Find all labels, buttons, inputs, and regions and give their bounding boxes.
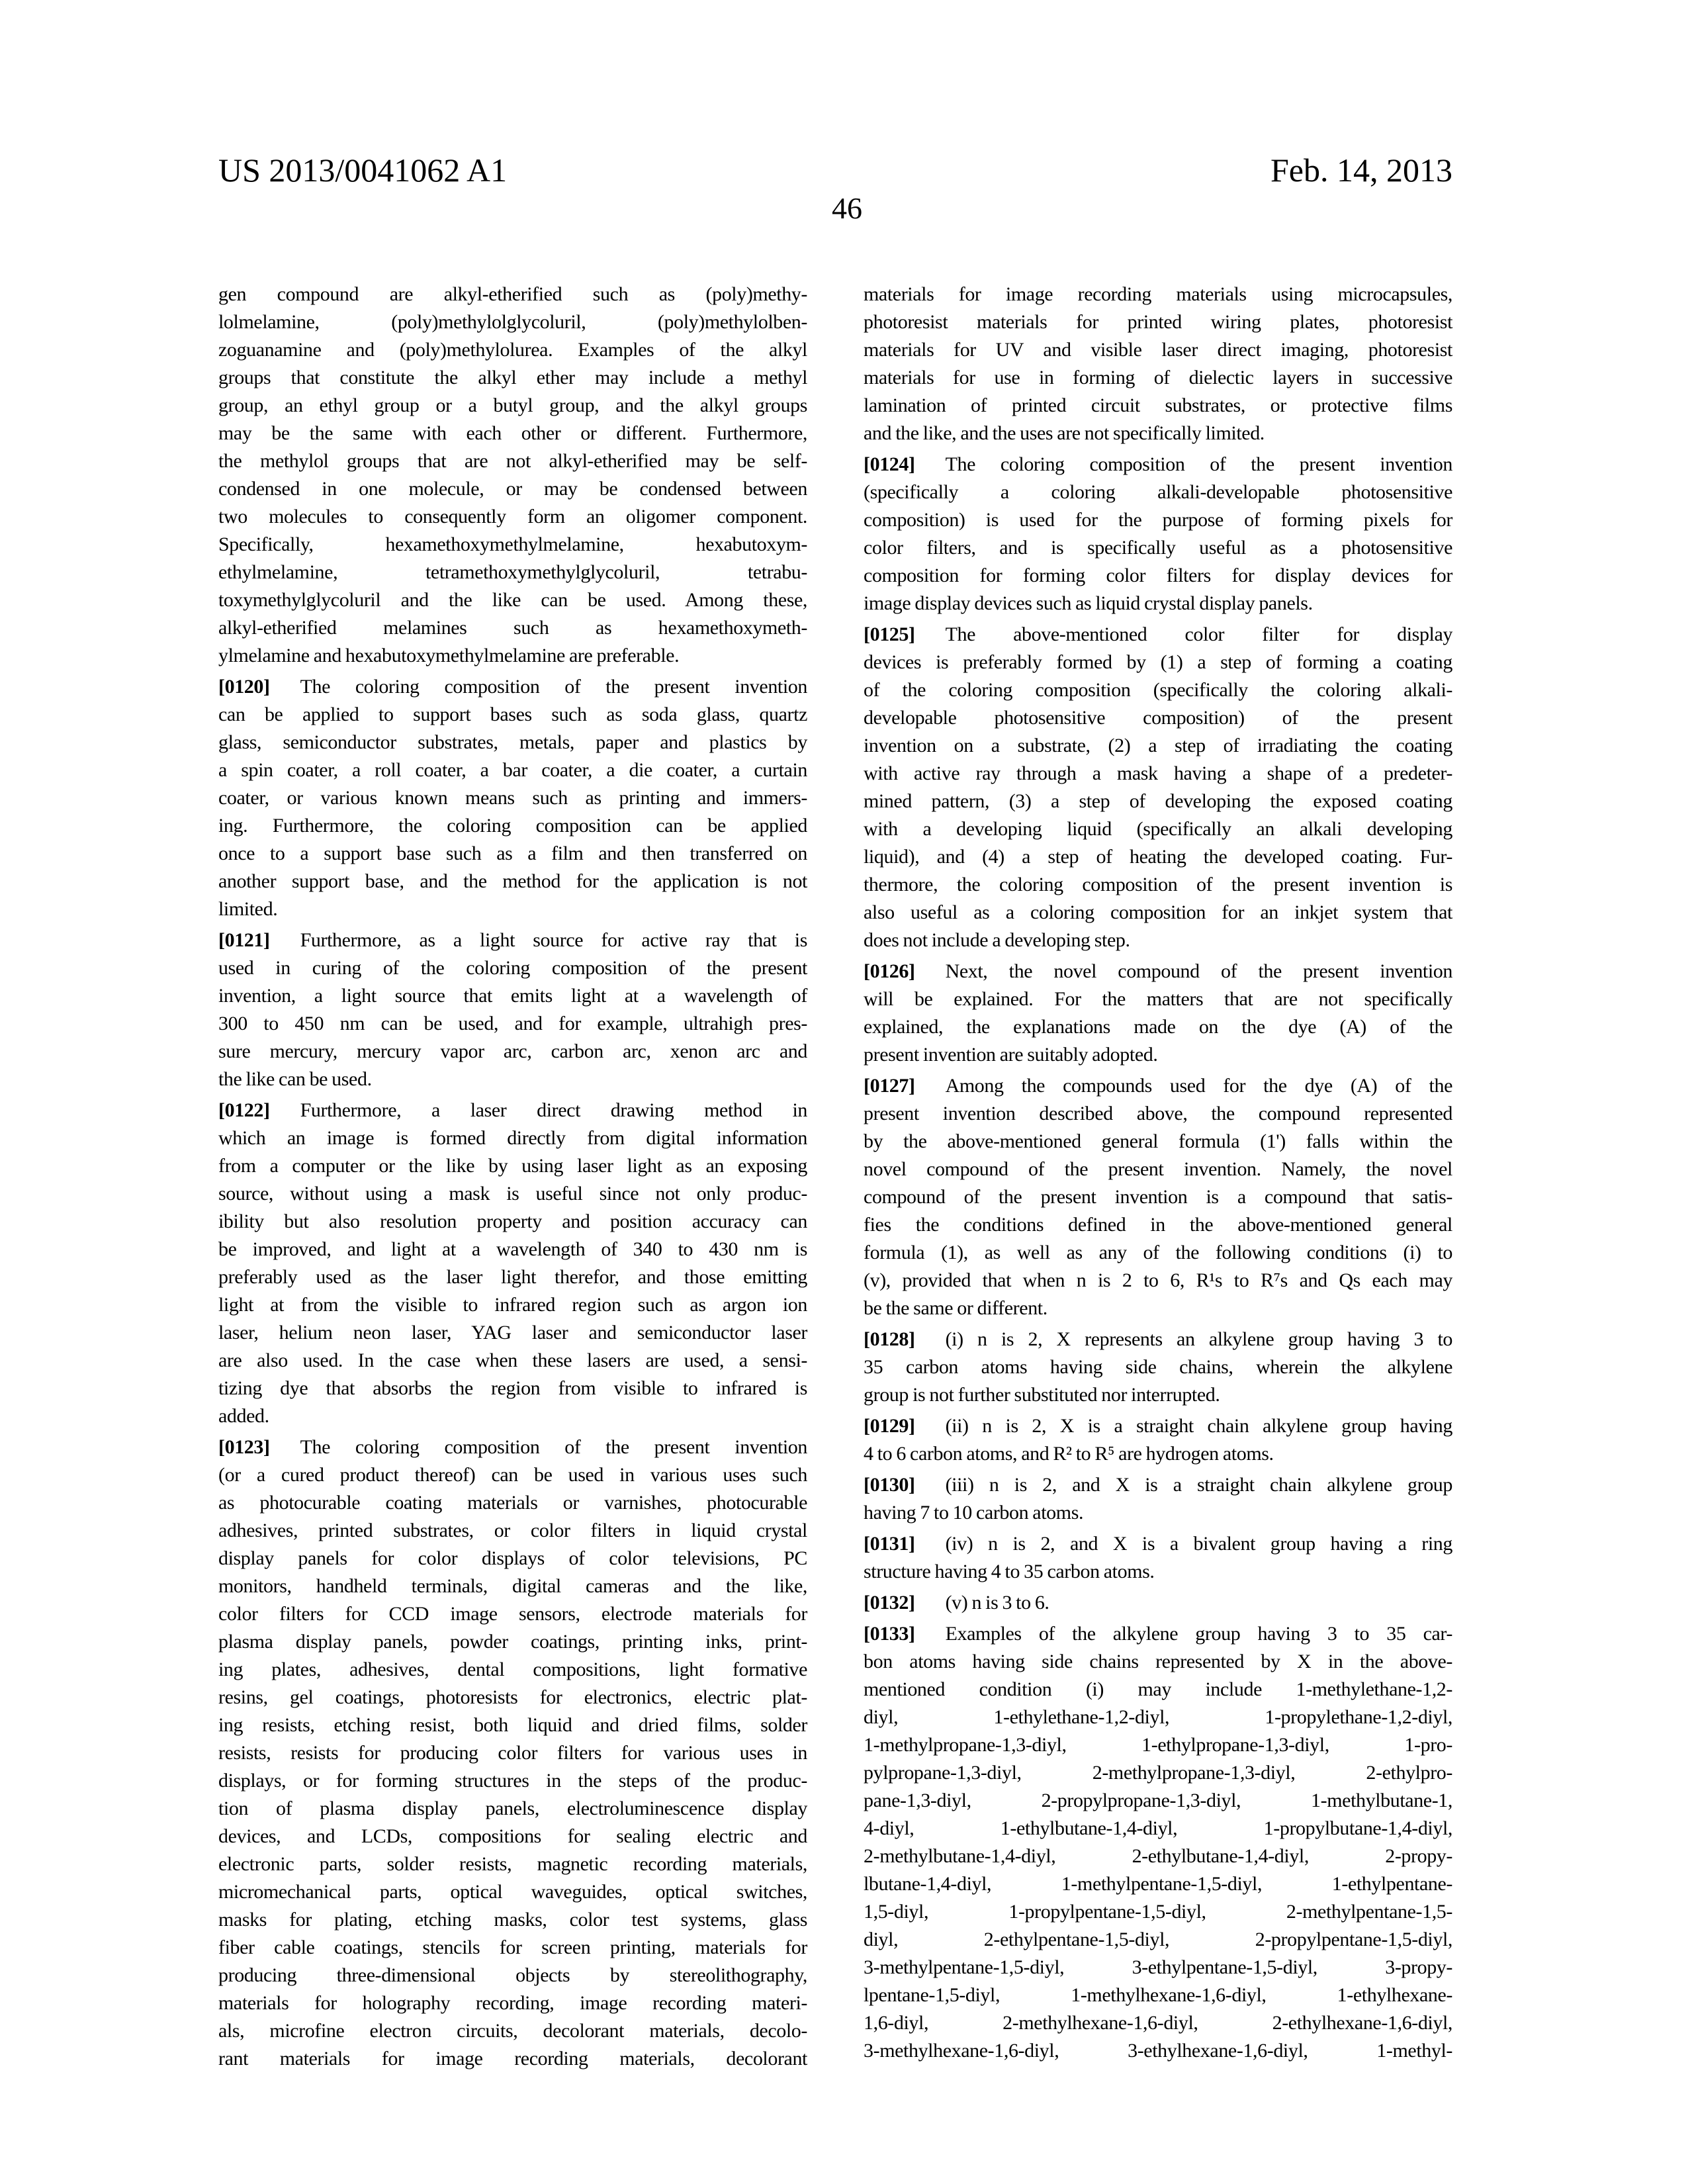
text-line: [0123] The coloring composition of the present invention — [218, 1436, 807, 1458]
text-line: preferably used as the laser light therefor, and those emitting — [218, 1266, 807, 1288]
text-line: lbutane-1,4-diyl, 1-methylpentane-1,5-diyl, 1-ethylpentane- — [864, 1873, 1452, 1895]
text-line: adhesives, printed substrates, or color filters in liquid crystal — [218, 1520, 807, 1541]
text-line: 4 to 6 carbon atoms, and R² to R⁵ are hydrogen atoms. — [864, 1443, 1274, 1465]
paragraph-0122 — [218, 1097, 807, 1430]
text-line: with active ray through a mask having a shape of a predeter- — [864, 762, 1452, 784]
paragraph-number: [0131] — [864, 1533, 915, 1555]
text-line: materials for UV and visible laser direct imaging, photoresist — [864, 339, 1452, 361]
text-line: display panels for color displays of color televisions, PC — [218, 1547, 807, 1569]
text-line: having 7 to 10 carbon atoms. — [864, 1502, 1084, 1524]
text-line: zoguanamine and (poly)methylolurea. Examples of the alkyl — [218, 339, 807, 361]
text-line: 300 to 450 nm can be used, and for example, ultrahigh pres- — [218, 1013, 807, 1034]
publication-number: US 2013/0041062 A1 — [218, 152, 508, 189]
text-line: [0130] (iii) n is 2, and X is a straight chain alkylene group — [864, 1474, 1452, 1496]
text-line: [0125] The above-mentioned color filter for display — [864, 623, 1452, 645]
text-line: present invention are suitably adopted. — [864, 1044, 1158, 1066]
paragraph-number: [0125] — [864, 623, 915, 645]
paragraph-0124 — [864, 451, 1452, 617]
text-line: from a computer or the like by using laser light as an exposing — [218, 1155, 807, 1177]
text-line: (specifically a coloring alkali-developable photosensitive — [864, 481, 1452, 503]
paragraph-0129 — [864, 1412, 1452, 1468]
text-line: rant materials for image recording materials, decolorant — [218, 2048, 807, 2070]
text-line: of the coloring composition (specifically the coloring alkali- — [864, 679, 1452, 701]
text-line: pylpropane-1,3-diyl, 2-methylpropane-1,3-diyl, 2-ethylpro- — [864, 1762, 1452, 1784]
paragraph-number: [0122] — [218, 1099, 270, 1121]
text-line: be the same or different. — [864, 1297, 1048, 1319]
text-line: plasma display panels, powder coatings, printing inks, print- — [218, 1631, 807, 1653]
text-line: Specifically, hexamethoxymethylmelamine, hexabutoxym- — [218, 533, 807, 555]
text-line: the methylol groups that are not alkyl-etherified may be self- — [218, 450, 807, 472]
text-line: light at from the visible to infrared region such as argon ion — [218, 1294, 807, 1316]
text-line: image display devices such as liquid crystal display panels. — [864, 592, 1313, 614]
text-line: resins, gel coatings, photoresists for electronics, electric plat- — [218, 1686, 807, 1708]
paragraph-0120 — [218, 673, 807, 923]
paragraph-number: [0120] — [218, 676, 270, 698]
text-line: composition for forming color filters for display devices for — [864, 565, 1452, 586]
text-line: ethylmelamine, tetramethoxymethylglycoluril, tetrabu- — [218, 561, 807, 583]
text-line: explained, the explanations made on the dye (A) of the — [864, 1016, 1452, 1038]
text-line: [0121] Furthermore, as a light source for active ray that is — [218, 929, 807, 951]
paragraph-continued — [864, 281, 1452, 447]
text-line: monitors, handheld terminals, digital cameras and the like, — [218, 1575, 807, 1597]
paragraph-number: [0121] — [218, 929, 270, 951]
page-number: 46 — [832, 191, 862, 225]
text-line: pane-1,3-diyl, 2-propylpropane-1,3-diyl, 1-methylbutane-1, — [864, 1790, 1452, 1811]
text-line: gen compound are alkyl-etherified such as (poly)methy- — [218, 283, 807, 305]
text-line: liquid), and (4) a step of heating the developed coating. Fur- — [864, 846, 1452, 868]
text-line: materials for use in forming of dielectic layers in successive — [864, 367, 1452, 388]
text-line: tizing dye that absorbs the region from visible to infrared is — [218, 1377, 807, 1399]
text-line: the like can be used. — [218, 1068, 372, 1090]
text-line: 1-methylpropane-1,3-diyl, 1-ethylpropane-1,3-diyl, 1-pro- — [864, 1734, 1452, 1756]
text-line: (or a cured product thereof) can be used in various uses such — [218, 1464, 807, 1486]
text-line: two molecules to consequently form an oligomer component. — [218, 506, 807, 527]
text-line: [0126] Next, the novel compound of the present invention — [864, 960, 1452, 982]
text-line: lolmelamine, (poly)methylolglycoluril, (poly)methylolben- — [218, 311, 807, 333]
document-body — [218, 281, 1452, 2073]
text-line: used in curing of the coloring composition of the present — [218, 957, 807, 979]
paragraph-0130 — [864, 1471, 1452, 1527]
text-line: 35 carbon atoms having side chains, wherein the alkylene — [864, 1356, 1452, 1378]
text-line: does not include a developing step. — [864, 929, 1130, 951]
text-line: limited. — [218, 898, 278, 920]
text-line: masks for plating, etching masks, color test systems, glass — [218, 1909, 807, 1931]
paragraph-0127 — [864, 1072, 1452, 1322]
paragraph-0131 — [864, 1530, 1452, 1586]
text-line: novel compound of the present invention. Namely, the novel — [864, 1158, 1452, 1180]
text-line: as photocurable coating materials or varnishes, photocurable — [218, 1492, 807, 1514]
text-line: compound of the present invention is a compound that satis- — [864, 1186, 1452, 1208]
page-header — [218, 154, 1452, 187]
text-line: added. — [218, 1405, 269, 1427]
text-line: lpentane-1,5-diyl, 1-methylhexane-1,6-diyl, 1-ethylhexane- — [864, 1984, 1452, 2006]
paragraph-number: [0132] — [864, 1592, 915, 1614]
text-line: by the above-mentioned general formula (1') falls within the — [864, 1130, 1452, 1152]
text-line: ibility but also resolution property and position accuracy can — [218, 1210, 807, 1232]
right-column — [864, 281, 1452, 2073]
text-line: 4-diyl, 1-ethylbutane-1,4-diyl, 1-propylbutane-1,4-diyl, — [864, 1817, 1452, 1839]
text-line: [0128] (i) n is 2, X represents an alkylene group having 3 to — [864, 1328, 1452, 1350]
text-line: bon atoms having side chains represented by X in the above- — [864, 1651, 1452, 1672]
text-line: condensed in one molecule, or may be condensed between — [218, 478, 807, 500]
text-line: invention, a light source that emits light at a wavelength of — [218, 985, 807, 1007]
text-line: groups that constitute the alkyl ether may include a methyl — [218, 367, 807, 388]
text-line: also useful as a coloring composition for an inkjet system that — [864, 901, 1452, 923]
text-line: mentioned condition (i) may include 1-methylethane-1,2- — [864, 1678, 1452, 1700]
text-line: fies the conditions defined in the above-mentioned general — [864, 1214, 1452, 1236]
text-line: glass, semiconductor substrates, metals, paper and plastics by — [218, 731, 807, 753]
text-line: ing plates, adhesives, dental compositions, light formative — [218, 1659, 807, 1680]
text-line: laser, helium neon laser, YAG laser and semiconductor laser — [218, 1322, 807, 1343]
text-line: [0133] Examples of the alkylene group having 3 to 35 car- — [864, 1623, 1452, 1645]
text-line: structure having 4 to 35 carbon atoms. — [864, 1561, 1155, 1582]
text-line: [0120] The coloring composition of the present invention — [218, 676, 807, 698]
text-line: 1,6-diyl, 2-methylhexane-1,6-diyl, 2-ethylhexane-1,6-diyl, — [864, 2012, 1452, 2034]
paragraph-number: [0133] — [864, 1623, 915, 1645]
text-line: materials for image recording materials using microcapsules, — [864, 283, 1452, 305]
text-line: which an image is formed directly from digital information — [218, 1127, 807, 1149]
text-line: producing three-dimensional objects by stereolithography, — [218, 1964, 807, 1986]
text-line: will be explained. For the matters that are not specifically — [864, 988, 1452, 1010]
paragraph-0126 — [864, 958, 1452, 1069]
text-line: color filters, and is specifically useful as a photosensitive — [864, 537, 1452, 559]
paragraph-number: [0124] — [864, 453, 915, 475]
text-line: ing resists, etching resist, both liquid and dried films, solder — [218, 1714, 807, 1736]
text-line: lamination of printed circuit substrates, or protective films — [864, 394, 1452, 416]
text-line: sure mercury, mercury vapor arc, carbon arc, xenon arc and — [218, 1040, 807, 1062]
paragraph-number: [0127] — [864, 1075, 915, 1097]
text-line: [0132] (v) n is 3 to 6. — [864, 1592, 1049, 1614]
text-line: toxymethylglycoluril and the like can be used. Among these, — [218, 589, 807, 611]
text-line: photoresist materials for printed wiring plates, photoresist — [864, 311, 1452, 333]
text-line: may be the same with each other or different. Furthermore, — [218, 422, 807, 444]
text-line: can be applied to support bases such as soda glass, quartz — [218, 704, 807, 725]
text-line: group is not further substituted nor interrupted. — [864, 1384, 1220, 1406]
text-line: be improved, and light at a wavelength of 340 to 430 nm is — [218, 1238, 807, 1260]
text-line: coater, or various known means such as printing and immers- — [218, 787, 807, 809]
text-line: mined pattern, (3) a step of developing the exposed coating — [864, 790, 1452, 812]
text-line: diyl, 2-ethylpentane-1,5-diyl, 2-propylpentane-1,5-diyl, — [864, 1929, 1452, 1950]
publication-date: Feb. 14, 2013 — [1270, 152, 1452, 189]
text-line: devices is preferably formed by (1) a step of forming a coating — [864, 651, 1452, 673]
paragraph-0133 — [864, 1620, 1452, 2065]
text-line: [0124] The coloring composition of the present invention — [864, 453, 1452, 475]
text-line: fiber cable coatings, stencils for screen printing, materials for — [218, 1936, 807, 1958]
text-line: with a developing liquid (specifically an alkali developing — [864, 818, 1452, 840]
text-line: color filters for CCD image sensors, electrode materials for — [218, 1603, 807, 1625]
text-line: electronic parts, solder resists, magnetic recording materials, — [218, 1853, 807, 1875]
text-line: tion of plasma display panels, electroluminescence display — [218, 1797, 807, 1819]
left-column — [218, 281, 807, 2073]
text-line: devices, and LCDs, compositions for sealing electric and — [218, 1825, 807, 1847]
text-line: diyl, 1-ethylethane-1,2-diyl, 1-propylethane-1,2-diyl, — [864, 1706, 1452, 1728]
text-line: group, an ethyl group or a butyl group, and the alkyl groups — [218, 394, 807, 416]
paragraph-continued — [218, 281, 807, 670]
text-line: [0122] Furthermore, a laser direct drawing method in — [218, 1099, 807, 1121]
text-line: source, without using a mask is useful since not only produc- — [218, 1183, 807, 1205]
text-line: invention on a substrate, (2) a step of irradiating the coating — [864, 735, 1452, 756]
text-line: 2-methylbutane-1,4-diyl, 2-ethylbutane-1,4-diyl, 2-propy- — [864, 1845, 1452, 1867]
text-line: ing. Furthermore, the coloring composition can be applied — [218, 815, 807, 837]
paragraph-0132 — [864, 1589, 1452, 1617]
paragraph-number: [0123] — [218, 1436, 270, 1458]
paragraph-number: [0130] — [864, 1474, 915, 1496]
text-line: micromechanical parts, optical waveguides, optical switches, — [218, 1881, 807, 1903]
paragraph-0123 — [218, 1433, 807, 2073]
text-line: 1,5-diyl, 1-propylpentane-1,5-diyl, 2-methylpentane-1,5- — [864, 1901, 1452, 1923]
text-line: als, microfine electron circuits, decolorant materials, decolo- — [218, 2020, 807, 2042]
paragraph-number: [0128] — [864, 1328, 915, 1350]
paragraph-number: [0129] — [864, 1415, 915, 1437]
text-line: materials for holography recording, image recording materi- — [218, 1992, 807, 2014]
paragraph-0125 — [864, 621, 1452, 954]
text-line: composition) is used for the purpose of forming pixels for — [864, 509, 1452, 531]
text-line: are also used. In the case when these lasers are used, a sensi- — [218, 1349, 807, 1371]
text-line: ylmelamine and hexabutoxymethylmelamine are preferable. — [218, 645, 680, 666]
text-line: 3-methylpentane-1,5-diyl, 3-ethylpentane-1,5-diyl, 3-propy- — [864, 1956, 1452, 1978]
text-line: alkyl-etherified melamines such as hexamethoxymeth- — [218, 617, 807, 639]
paragraph-0121 — [218, 927, 807, 1093]
paragraph-0128 — [864, 1326, 1452, 1409]
text-line: present invention described above, the compound represented — [864, 1103, 1452, 1124]
text-line: displays, or for forming structures in the steps of the produc- — [218, 1770, 807, 1792]
text-line: resists, resists for producing color filters for various uses in — [218, 1742, 807, 1764]
paragraph-number: [0126] — [864, 960, 915, 982]
text-line: (v), provided that when n is 2 to 6, R¹s to R⁷s and Qs each may — [864, 1269, 1452, 1291]
text-line: formula (1), as well as any of the following conditions (i) to — [864, 1242, 1452, 1263]
text-line: once to a support base such as a film and then transferred on — [218, 842, 807, 864]
text-line: 3-methylhexane-1,6-diyl, 3-ethylhexane-1,6-diyl, 1-methyl- — [864, 2040, 1452, 2062]
text-line: thermore, the coloring composition of the present invention is — [864, 874, 1452, 895]
text-line: a spin coater, a roll coater, a bar coater, a die coater, a curtain — [218, 759, 807, 781]
text-line: [0129] (ii) n is 2, X is a straight chain alkylene group having — [864, 1415, 1452, 1437]
text-line: developable photosensitive composition) of the present — [864, 707, 1452, 729]
text-line: [0127] Among the compounds used for the dye (A) of the — [864, 1075, 1452, 1097]
text-line: and the like, and the uses are not specifically limited. — [864, 422, 1265, 444]
text-line: [0131] (iv) n is 2, and X is a bivalent group having a ring — [864, 1533, 1452, 1555]
text-line: another support base, and the method for the application is not — [218, 870, 807, 892]
